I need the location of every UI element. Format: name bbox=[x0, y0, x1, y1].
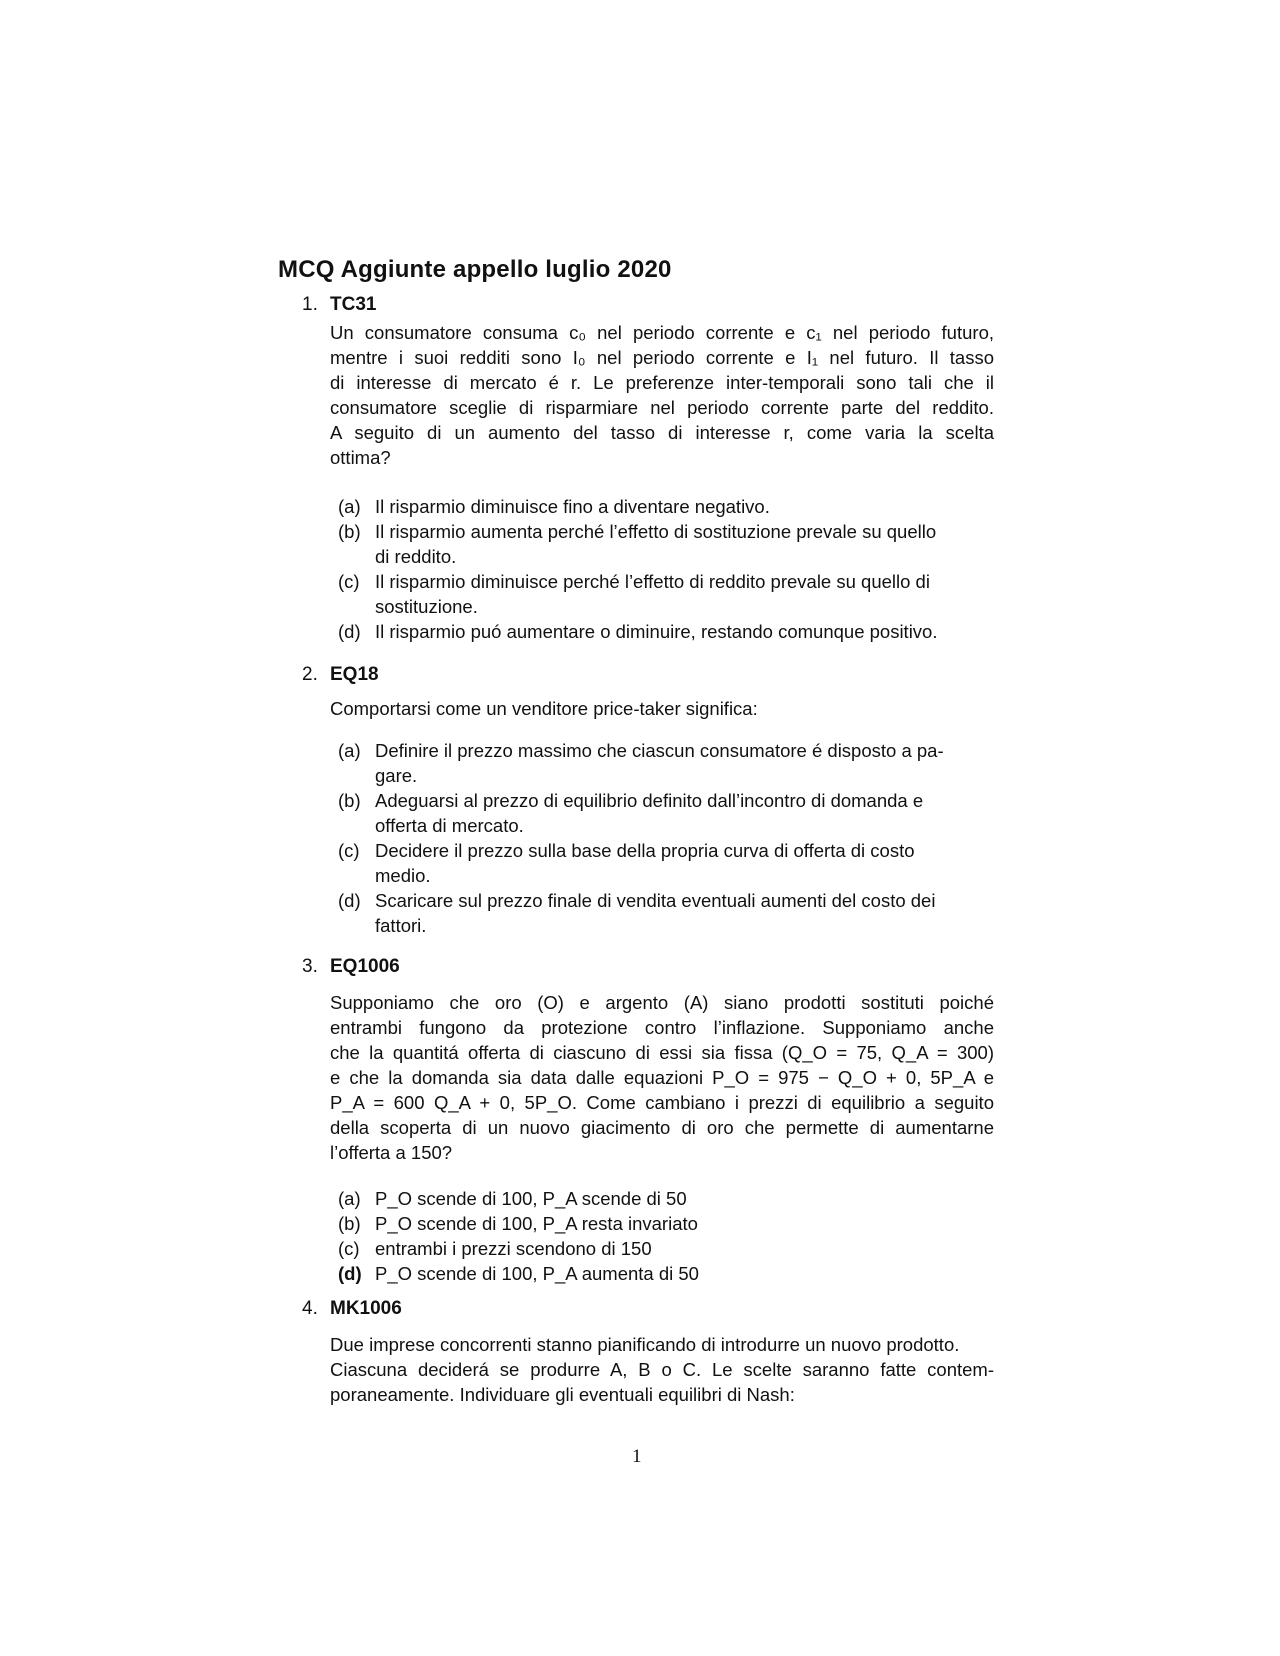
option-b[interactable] bbox=[330, 519, 1000, 569]
text-line: Due imprese concorrenti stanno pianificando di introdurre un nuovo prodotto. bbox=[330, 1334, 960, 1355]
option-label: (a) bbox=[338, 740, 361, 761]
page-number: 1 bbox=[632, 1446, 642, 1467]
option-a[interactable] bbox=[330, 1186, 1000, 1211]
option-label: (c) bbox=[338, 571, 360, 592]
option-text: Il risparmio aumenta perché l’effetto di sostituzione prevale su quello bbox=[375, 521, 937, 542]
option-text: P_O scende di 100, P_A resta invariato bbox=[375, 1213, 698, 1234]
option-a[interactable] bbox=[330, 494, 1000, 519]
option-c[interactable] bbox=[330, 838, 1000, 888]
option-label: (b) bbox=[338, 790, 361, 811]
option-text: Il risparmio puó aumentare o diminuire, restando comunque positivo. bbox=[375, 621, 938, 642]
option-text: di reddito. bbox=[375, 546, 457, 567]
question-1-options bbox=[330, 494, 1000, 644]
question-number: 3. bbox=[302, 956, 318, 977]
document-title: MCQ Aggiunte appello luglio 2020 bbox=[278, 256, 672, 283]
question-2-options bbox=[330, 738, 1000, 938]
option-a[interactable] bbox=[330, 738, 1000, 788]
option-text: Decidere il prezzo sulla base della propria curva di offerta di costo bbox=[375, 840, 915, 861]
option-label: (b) bbox=[338, 1213, 361, 1234]
option-text: sostituzione. bbox=[375, 596, 478, 617]
question-4-text bbox=[330, 1332, 1020, 1407]
question-1-text bbox=[330, 320, 994, 470]
question-3-options bbox=[330, 1186, 1000, 1286]
option-text: Il risparmio diminuisce perché l’effetto di reddito prevale su quello di bbox=[375, 571, 930, 592]
text-line: della scoperta di un nuovo giacimento di oro che permette di aumentarne bbox=[330, 1117, 994, 1138]
option-label: (d) bbox=[338, 1263, 362, 1284]
question-3-header bbox=[302, 956, 400, 978]
option-text: Scaricare sul prezzo finale di vendita eventuali aumenti del costo dei bbox=[375, 890, 936, 911]
question-code: EQ18 bbox=[330, 664, 379, 685]
option-d[interactable] bbox=[330, 1261, 1000, 1286]
option-text: Definire il prezzo massimo che ciascun consumatore é disposto a pa- bbox=[375, 740, 944, 761]
option-label: (a) bbox=[338, 496, 361, 517]
text-line: Comportarsi come un venditore price-taker significa: bbox=[330, 698, 758, 719]
option-text: P_O scende di 100, P_A scende di 50 bbox=[375, 1188, 687, 1209]
question-code: TC31 bbox=[330, 294, 377, 315]
option-text: Il risparmio diminuisce fino a diventare negativo. bbox=[375, 496, 770, 517]
option-label: (c) bbox=[338, 840, 360, 861]
option-label: (a) bbox=[338, 1188, 361, 1209]
option-text: gare. bbox=[375, 765, 418, 786]
text-line: P_A = 600 Q_A + 0, 5P_O. Come cambiano i prezzi di equilibrio a seguito bbox=[330, 1092, 994, 1113]
question-code: EQ1006 bbox=[330, 956, 400, 977]
option-text: fattori. bbox=[375, 915, 427, 936]
text-line: Un consumatore consuma c₀ nel periodo corrente e c₁ nel periodo futuro, bbox=[330, 322, 994, 343]
option-label: (d) bbox=[338, 890, 361, 911]
question-number: 4. bbox=[302, 1298, 318, 1319]
text-line: Ciascuna deciderá se produrre A, B o C. Le scelte saranno fatte contem- bbox=[330, 1359, 994, 1380]
option-label: (c) bbox=[338, 1238, 360, 1259]
option-label: (b) bbox=[338, 521, 361, 542]
option-b[interactable] bbox=[330, 1211, 1000, 1236]
option-b[interactable] bbox=[330, 788, 1000, 838]
option-text: P_O scende di 100, P_A aumenta di 50 bbox=[375, 1263, 699, 1284]
option-text: Adeguarsi al prezzo di equilibrio definito dall’incontro di domanda e bbox=[375, 790, 924, 811]
question-2-text bbox=[330, 696, 994, 721]
text-line: consumatore sceglie di risparmiare nel periodo corrente parte del reddito. bbox=[330, 397, 994, 418]
option-d[interactable] bbox=[330, 619, 1000, 644]
text-line: l’offerta a 150? bbox=[330, 1142, 453, 1163]
option-c[interactable] bbox=[330, 569, 1000, 619]
text-line: entrambi fungono da protezione contro l’inflazione. Supponiamo anche bbox=[330, 1017, 994, 1038]
question-number: 2. bbox=[302, 664, 318, 685]
question-number: 1. bbox=[302, 294, 318, 315]
option-text: offerta di mercato. bbox=[375, 815, 524, 836]
question-code: MK1006 bbox=[330, 1298, 402, 1319]
text-line: ottima? bbox=[330, 447, 391, 468]
option-text: medio. bbox=[375, 865, 431, 886]
question-1-header bbox=[302, 294, 376, 316]
text-line: poraneamente. Individuare gli eventuali equilibri di Nash: bbox=[330, 1384, 795, 1405]
text-line: mentre i suoi redditi sono I₀ nel periodo corrente e I₁ nel futuro. Il tasso bbox=[330, 347, 994, 368]
option-d[interactable] bbox=[330, 888, 1000, 938]
text-line: A seguito di un aumento del tasso di interesse r, come varia la scelta bbox=[330, 422, 994, 443]
text-line: e che la domanda sia data dalle equazioni P_O = 975 − Q_O + 0, 5P_A e bbox=[330, 1067, 994, 1088]
text-line: Supponiamo che oro (O) e argento (A) siano prodotti sostituti poiché bbox=[330, 992, 994, 1013]
text-line: di interesse di mercato é r. Le preferenze inter-temporali sono tali che il bbox=[330, 372, 994, 393]
option-text: entrambi i prezzi scendono di 150 bbox=[375, 1238, 652, 1259]
option-label: (d) bbox=[338, 621, 361, 642]
question-3-text bbox=[330, 990, 994, 1165]
question-4-header bbox=[302, 1298, 402, 1320]
option-c[interactable] bbox=[330, 1236, 1000, 1261]
text-line: che la quantitá offerta di ciascuno di essi sia fissa (Q_O = 75, Q_A = 300) bbox=[330, 1042, 994, 1063]
question-2-header bbox=[302, 664, 379, 686]
